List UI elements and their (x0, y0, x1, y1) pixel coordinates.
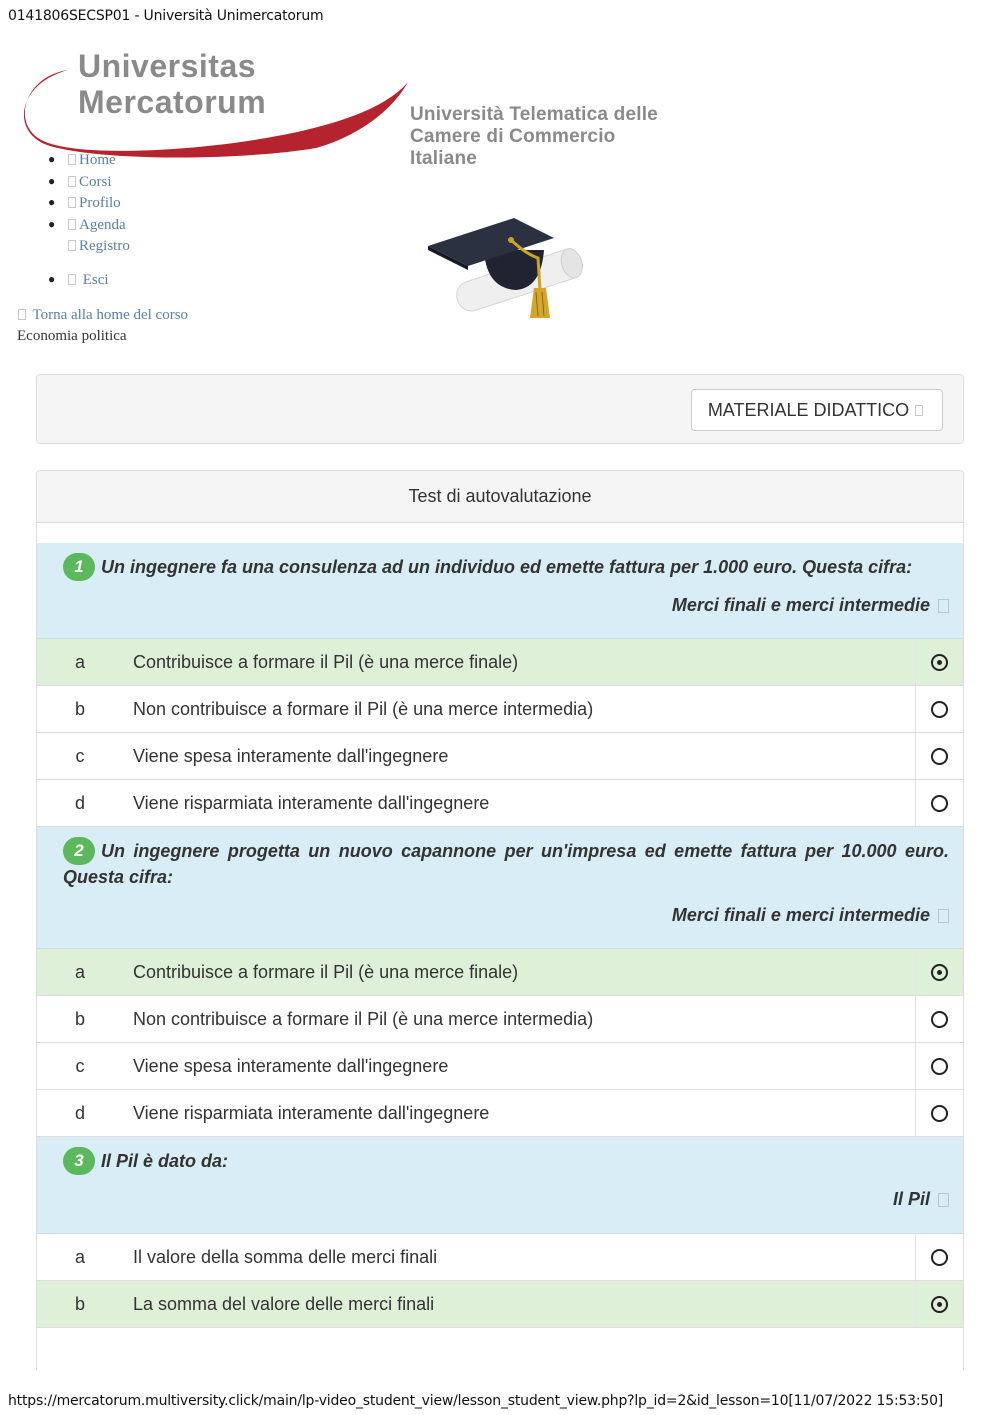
answer-radio[interactable] (931, 795, 948, 812)
nav-corsi-label[interactable]: Corsi (79, 174, 112, 190)
test-panel (36, 470, 964, 1370)
answer-radio[interactable] (931, 1296, 948, 1313)
answer-text: Non contribuisce a formare il Pil (è una merce intermedia) (133, 698, 594, 719)
answer-text: Contribuisce a formare il Pil (è una merce finale) (133, 651, 519, 672)
nav-profilo-label[interactable]: Profilo (79, 195, 121, 211)
calendar-icon (68, 219, 76, 230)
answer-text: Non contribuisce a formare il Pil (è una merce intermedia) (133, 1008, 594, 1029)
info-icon[interactable] (938, 909, 949, 923)
answer-option[interactable] (37, 639, 963, 686)
back-to-course-label[interactable]: Torna alla home del corso (32, 307, 189, 323)
answer-text: Contribuisce a formare il Pil (è una merce finale) (133, 961, 519, 982)
test-heading: Test di autovalutazione (37, 471, 963, 523)
logo-line-1: Universitas (78, 48, 257, 84)
question-topic: Merci finali e merci intermedie (671, 905, 930, 925)
answer-option[interactable] (37, 733, 963, 780)
back-icon (18, 309, 26, 320)
answer-option[interactable] (37, 1234, 963, 1281)
question-number-badge: 3 (63, 1147, 95, 1175)
answer-radio[interactable] (931, 748, 948, 765)
question-topic: Merci finali e merci intermedie (671, 595, 930, 615)
answer-text: La somma del valore delle merci finali (133, 1293, 435, 1314)
bullet-icon: ● (48, 272, 56, 286)
answer-radio[interactable] (931, 1105, 948, 1122)
answer-text: Viene spesa interamente dall'ingegnere (133, 745, 449, 766)
bullet-icon: ● (48, 195, 56, 209)
answer-letter: d (74, 1102, 85, 1123)
course-name: Economia politica (17, 328, 127, 344)
answer-radio[interactable] (931, 1058, 948, 1075)
logo-line-2: Mercatorum (78, 84, 267, 120)
answer-option[interactable] (37, 686, 963, 733)
answer-letter: b (74, 1293, 85, 1314)
profile-icon (68, 197, 76, 208)
question-topic: Il Pil (892, 1189, 930, 1209)
info-icon[interactable] (938, 1193, 949, 1207)
question-text: Un ingegnere fa una consulenza ad un individuo ed emette fattura per 1.000 euro. Questa cifra: (101, 557, 913, 577)
answer-text: Viene risparmiata interamente dall'ingegnere (133, 792, 490, 813)
answer-letter: b (74, 698, 85, 719)
print-page-title: 0141806SECSP01 - Università Unimercatorum (8, 8, 324, 24)
info-icon[interactable] (938, 599, 949, 613)
back-to-course-link[interactable] (18, 307, 188, 324)
home-icon (68, 154, 76, 165)
dropdown-icon (915, 405, 923, 416)
bullet-icon: ● (48, 152, 56, 166)
nav-home-label[interactable]: Home (79, 152, 116, 168)
answer-text: Il valore della somma delle merci finali (133, 1246, 438, 1267)
material-button-label: MATERIALE DIDATTICO (707, 399, 910, 420)
answer-option[interactable] (37, 1043, 963, 1090)
graduation-cap-icon (426, 210, 591, 325)
answer-option[interactable] (37, 1090, 963, 1137)
answer-option[interactable] (37, 996, 963, 1043)
answer-letter: c (75, 1055, 85, 1076)
answer-letter: a (74, 651, 85, 672)
answer-radio[interactable] (931, 701, 948, 718)
logout-icon (68, 274, 76, 285)
nav-registro-label[interactable]: Registro (79, 238, 130, 254)
answer-option[interactable] (37, 1281, 963, 1328)
bullet-icon: ● (48, 174, 56, 188)
answer-text: Viene risparmiata interamente dall'ingegnere (133, 1102, 490, 1123)
question-text: Un ingegnere progetta un nuovo capannone per un'impresa ed emette fattura per 10.000 euro. Questa cifra: (63, 841, 949, 887)
logo-subtitle-1: Università Telematica delle (410, 104, 658, 125)
answer-option[interactable] (37, 949, 963, 996)
print-page-url: https://mercatorum.multiversity.click/main/lp-video_student_view/lesson_student_view.php?lp_id=2&id_lesson=10[11/07/2022 15:53:50] (8, 1393, 944, 1409)
answer-radio[interactable] (931, 964, 948, 981)
answer-letter: c (75, 745, 85, 766)
question-header (37, 827, 963, 949)
answer-text: Viene spesa interamente dall'ingegnere (133, 1055, 449, 1076)
nav-agenda-label[interactable]: Agenda (79, 217, 126, 233)
answer-letter: a (74, 1246, 85, 1267)
question-text: Il Pil è dato da: (101, 1151, 229, 1171)
logo-subtitle-2: Camere di Commercio Italiane (410, 126, 616, 169)
answer-radio[interactable] (931, 1011, 948, 1028)
material-didattico-button[interactable] (691, 389, 943, 431)
answer-radio[interactable] (931, 654, 948, 671)
material-panel (36, 374, 964, 444)
bullet-icon: ● (48, 217, 56, 231)
question-number-badge: 2 (63, 837, 95, 865)
answer-letter: b (74, 1008, 85, 1029)
question-number-badge: 1 (63, 553, 95, 581)
question-header (37, 1137, 963, 1234)
question-header (37, 543, 963, 639)
answer-radio[interactable] (931, 1249, 948, 1266)
nav-esci-label[interactable]: Esci (82, 272, 109, 288)
answer-letter: d (74, 792, 85, 813)
courses-icon (68, 176, 76, 187)
register-icon (68, 240, 76, 251)
answer-letter: a (74, 961, 85, 982)
answer-option[interactable] (37, 780, 963, 827)
